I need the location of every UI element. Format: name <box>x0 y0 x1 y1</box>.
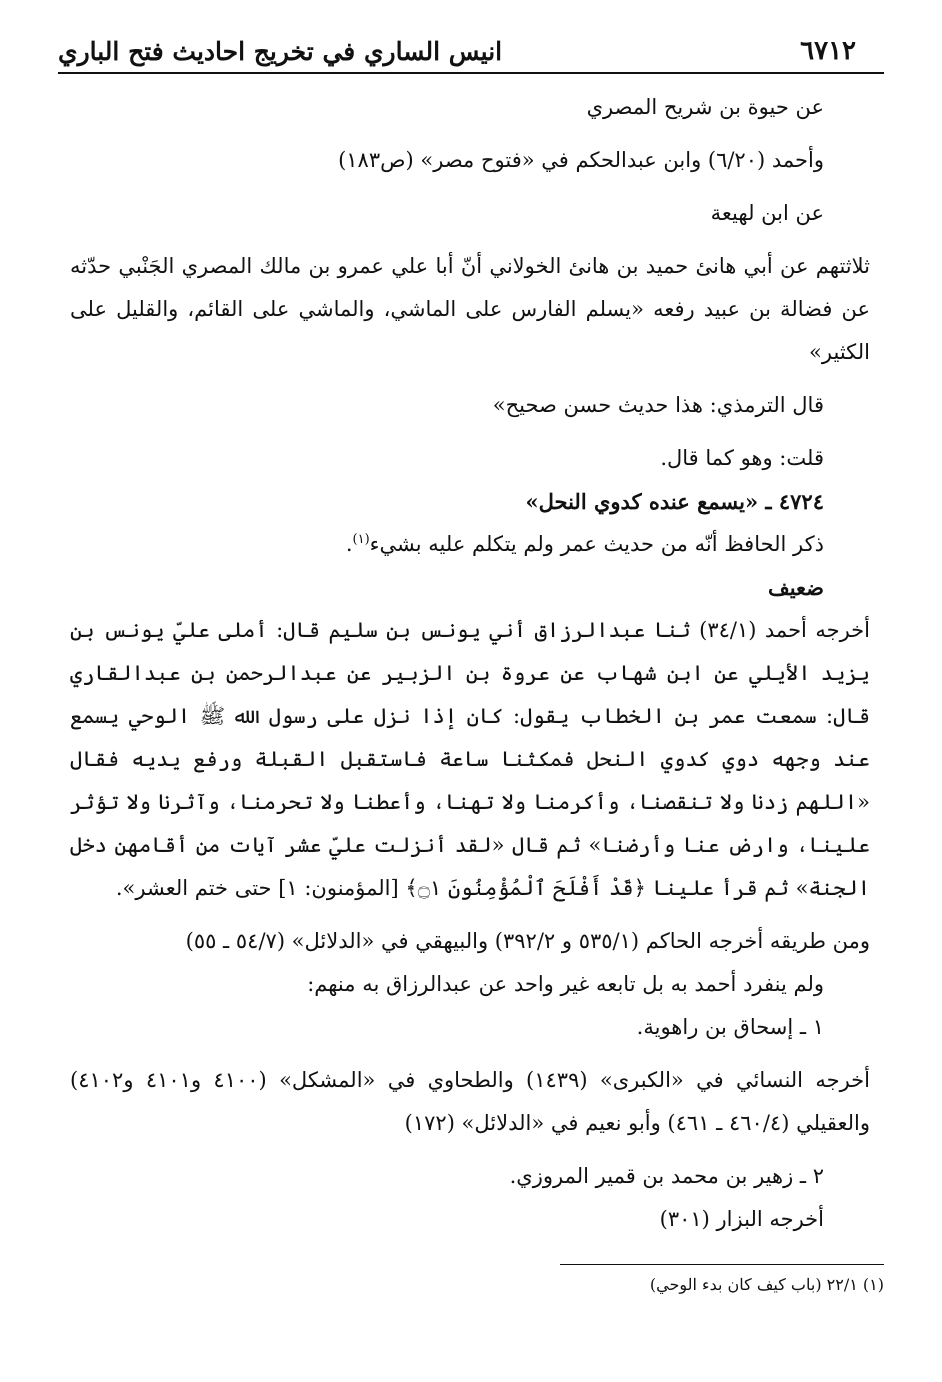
paragraph: أخرجه أحمد (٣٤/١) ثنا عبدالرزاق أني يونس بن سليم قال: أملى عليّ يونس بن يزيد الأيلي عن ابن شهاب عن عروة بن الزبير عن عبدالرحمن بن عبدالقاري قال: سمعت عمر بن الخطاب يقول: كان إذا نزل على رسول الله ﷺ الوحي يسمع عند وجهه دوي كدوي النحل فمكثنا ساعة فاستقبل القبلة ورفع يديه فقال «اللهم زدنا ولا تنقصنا، وأكرمنا ولا تهنا، وأعطنا ولا تحرمنا، وآثرنا ولا تؤثر علينا، وارض عنا وأرضنا» ثم قال «لقد أنزلت عليّ عشر آيات من أقامهن دخل الجنة» ثم قرأ علينا ﴿قَدْ أَفْلَحَ ٱلْمُؤْمِنُونَ ۝١﴾ [المؤمنون: ١] حتى ختم العشر». <box>70 618 870 900</box>
paragraph: أخرجه النسائي في «الكبرى» (١٤٣٩) والطحاوي في «المشكل» (٤١٠٠ و٤١٠١ و٤١٠٢) والعقيلي (٤٦٠/٤ ـ ٤٦١) وأبو نعيم في «الدلائل» (١٧٢) <box>70 1068 870 1135</box>
text-line: ولم ينفرد أحمد به بل تابعه غير واحد عن عبدالرزاق به منهم: <box>307 972 824 996</box>
text-span: . <box>345 532 353 556</box>
text-line: وأحمد (٦/٢٠) وابن عبدالحكم في «فتوح مصر» (ص١٨٣) <box>338 148 824 172</box>
text-line: عن حيوة بن شريح المصري <box>586 95 824 119</box>
text-line <box>70 523 824 566</box>
hadith-heading: ٤٧٢٤ ـ «يسمع عنده كدوي النحل» <box>525 489 824 514</box>
text-line: قلت: وهو كما قال. <box>660 446 824 470</box>
footnote-ref: (١) <box>352 532 370 547</box>
paragraph: ثلاثتهم عن أبي هانئ حميد بن هانئ الخولاني أنّ أبا علي عمرو بن مالك المصري الجَنْبي حدّثه عن فضالة بن عبيد رفعه «يسلم الفارس على الماشي، والماشي على القائم، والقليل على الكثير» <box>70 254 870 364</box>
footnote: (١) ٢٢/١ (باب كيف كان بدء الوحي) <box>649 1275 884 1294</box>
text-line: أخرجه البزار (٣٠١) <box>659 1207 824 1231</box>
text-line: عن ابن لهيعة <box>710 201 824 225</box>
text-line: قال الترمذي: هذا حديث حسن صحيح» <box>492 393 824 417</box>
text-span: ذكر الحافظ أنّه من حديث عمر ولم يتكلم عليه بشيء <box>369 532 824 556</box>
text-line: ومن طريقه أخرجه الحاكم (٥٣٥/١ و ٣٩٢/٢) والبيهقي في «الدلائل» (٥٤/٧ ـ ٥٥) <box>185 929 870 953</box>
page-number: ٦٧١٢ <box>800 36 856 66</box>
running-header <box>58 30 884 74</box>
main-text <box>70 86 870 1241</box>
book-title: انيس الساري في تخريج احاديث فتح الباري <box>58 37 503 66</box>
footnote-divider <box>560 1264 884 1265</box>
grade-label: ضعيف <box>767 575 824 600</box>
list-item: ١ ـ إسحاق بن راهوية. <box>636 1015 824 1039</box>
list-item: ٢ ـ زهير بن محمد بن قمير المروزي. <box>509 1164 824 1188</box>
